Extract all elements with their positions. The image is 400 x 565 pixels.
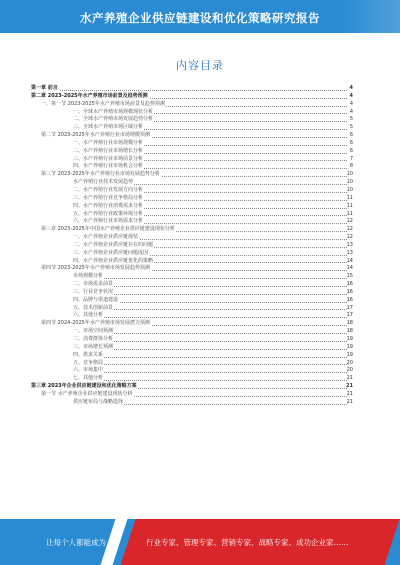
toc-leader: [73, 317, 347, 318]
toc-leader: [73, 309, 347, 310]
toc-entry-label: 三、水产养殖企业供应链问题成因: [73, 249, 149, 256]
toc-entry-page: 15: [346, 273, 353, 280]
toc-entry-label: 供应链布局与战略选择: [73, 398, 124, 405]
toc-entry[interactable]: [31, 289, 353, 297]
table-of-contents: [31, 85, 353, 407]
toc-entry-page: 13: [346, 249, 353, 256]
toc-entry-page: 18: [346, 320, 353, 327]
toc-entry-page: 4: [349, 100, 353, 107]
toc-entry-label: 三、全球水产养殖市场区域分析: [73, 124, 144, 131]
toc-entry-page: 6: [349, 147, 353, 154]
toc-leader: [31, 90, 347, 91]
toc-entry-label: 一、市场空间预测: [73, 328, 114, 335]
toc-leader: [73, 294, 347, 295]
toc-entry-label: 第三章 2023-2025年中国水产养殖企业供应链建设现状分析: [41, 226, 175, 233]
toc-entry-label: 七、其他分析: [73, 375, 104, 382]
toc-entry-page: 21: [346, 383, 353, 390]
toc-entry-label: 五、水产养殖行业政策环境分析: [73, 210, 144, 217]
toc-entry[interactable]: [31, 328, 353, 336]
toc-entry-label: 五、竞争格局: [73, 359, 104, 366]
toc-entry-page: 12: [346, 234, 353, 241]
toc-entry-label: 一、第一节 2023-2025年水产养殖市场前景及趋势预测: [41, 100, 165, 107]
toc-leader: [73, 286, 347, 287]
toc-entry-page: 7: [349, 155, 353, 162]
toc-entry-page: 18: [346, 328, 353, 335]
toc-entry-page: 14: [346, 257, 353, 264]
toc-entry[interactable]: [31, 242, 353, 250]
toc-entry-page: 6: [349, 139, 353, 146]
footer-banner: [0, 519, 400, 565]
toc-leader: [73, 333, 347, 334]
toc-entry[interactable]: [31, 85, 353, 93]
toc-entry-label: 六、市场集中: [73, 367, 104, 374]
toc-entry-label: 四、水产养殖企业供应链优化的策略: [73, 257, 154, 264]
toc-entry-page: 20: [346, 359, 353, 366]
toc-entry-label: 三、行业竞争状况: [73, 288, 114, 295]
toc-entry-page: 13: [346, 241, 353, 248]
toc-entry[interactable]: [31, 344, 353, 352]
toc-entry-label: 四、水产养殖行业市场机会分析: [73, 163, 144, 170]
toc-entry-label: 二、市场需求前景: [73, 281, 114, 288]
toc-entry[interactable]: [31, 148, 353, 156]
toc-entry-label: 第一章 前言: [31, 85, 58, 91]
toc-entry[interactable]: [31, 336, 353, 344]
toc-entry-page: 16: [346, 288, 353, 295]
toc-entry[interactable]: [31, 140, 353, 148]
toc-entry[interactable]: [31, 93, 353, 101]
toc-entry-label: 四、水产养殖行业消费需求分析: [73, 202, 144, 209]
toc-entry[interactable]: [31, 171, 353, 179]
toc-entry-page: 12: [346, 218, 353, 225]
toc-entry[interactable]: [31, 320, 353, 328]
toc-entry-label: 第四节 2023-2025年水产养殖市场发展趋势预测: [41, 265, 150, 272]
toc-leader: [73, 278, 347, 279]
toc-entry-page: 10: [346, 179, 353, 186]
toc-entry[interactable]: [31, 124, 353, 132]
toc-entry[interactable]: [31, 101, 353, 109]
toc-entry-label: 第四节 2024-2025年水产养殖市场发展潜力预测: [41, 320, 150, 327]
toc-entry-page: 4: [349, 85, 353, 91]
toc-entry-page: 21: [346, 390, 353, 397]
toc-entry-label: 四、品牌与渠道建设: [73, 296, 119, 303]
toc-entry-page: 17: [346, 304, 353, 311]
toc-entry-label: 三、水产养殖行业竞争格局分析: [73, 194, 144, 201]
toc-entry[interactable]: [31, 391, 353, 399]
toc-title: 内容目录: [176, 59, 224, 72]
toc-entry-page: 12: [346, 226, 353, 233]
toc-entry-page: 4: [349, 92, 353, 99]
toc-entry-page: 11: [346, 210, 353, 217]
toc-entry[interactable]: [31, 281, 353, 289]
toc-entry-label: 三、市场增长预测: [73, 343, 114, 350]
toc-leader: [73, 364, 347, 365]
toc-entry-page: 16: [346, 281, 353, 288]
toc-leader: [73, 372, 347, 373]
toc-entry-label: 一、水产养殖行业市场规模分析: [73, 139, 144, 146]
toc-entry-label: 第二章 2023-2025年水产养殖市场前景及趋势预测: [31, 92, 148, 99]
toc-entry-page: 5: [349, 116, 353, 123]
toc-entry-label: 二、全球水产养殖市场发展趋势分析: [73, 116, 154, 123]
footer-roles: 行业专家、管理专家、营销专家、战略专家、成功企业家……: [146, 538, 349, 547]
footer-cta: 让每个人都能成为: [46, 538, 106, 547]
toc-entry-page: 11: [346, 194, 353, 201]
toc-entry-page: 21: [346, 398, 353, 405]
toc-entry-label: 二、水产养殖行业发展方向分析: [73, 186, 144, 193]
toc-entry-page: 5: [349, 124, 353, 131]
toc-entry[interactable]: [31, 383, 353, 391]
toc-entry[interactable]: [31, 195, 353, 203]
toc-entry-page: 8: [349, 163, 353, 170]
toc-entry[interactable]: [31, 179, 353, 187]
toc-entry-label: 四、供求关系: [73, 351, 104, 358]
toc-entry[interactable]: [31, 187, 353, 195]
toc-entry[interactable]: [31, 250, 353, 258]
toc-entry[interactable]: [31, 132, 353, 140]
toc-entry-label: 第三章 2023年企业供应链建设和优化策略方案: [31, 383, 137, 390]
toc-entry[interactable]: [31, 234, 353, 242]
toc-entry-label: 二、消费群体分析: [73, 336, 114, 342]
toc-entry-label: 市场规模分析: [73, 273, 104, 280]
toc-entry-label: 六、水产养殖行业市场需求分析: [73, 218, 144, 225]
toc-entry[interactable]: [31, 352, 353, 360]
toc-entry-label: 三、水产养殖行业市场前景分析: [73, 155, 144, 162]
toc-entry-label: 五、技术创新前景: [73, 304, 114, 311]
toc-entry-page: 21: [346, 375, 353, 382]
toc-entry-label: 一、全球水产养殖市场规模现状分析: [73, 108, 154, 115]
toc-entry-page: 19: [346, 343, 353, 350]
toc-leader: [73, 349, 347, 350]
toc-leader: [73, 380, 347, 381]
toc-entry-label: 二、水产养殖企业供应链存在的问题: [73, 241, 154, 248]
toc-entry-page: 11: [346, 202, 353, 209]
report-title: 水产养殖企业供应链建设和优化策略研究报告: [80, 11, 320, 25]
toc-leader: [73, 357, 347, 358]
toc-entry-page: 19: [346, 336, 353, 342]
toc-entry[interactable]: [31, 203, 353, 211]
toc-entry-label: 二、水产养殖行业市场增长分析: [73, 147, 144, 154]
toc-entry[interactable]: [31, 399, 353, 407]
toc-entry-page: 10: [346, 186, 353, 193]
toc-entry[interactable]: [31, 375, 353, 383]
toc-entry[interactable]: [31, 297, 353, 305]
toc-entry-page: 14: [346, 265, 353, 272]
toc-entry-page: 20: [346, 367, 353, 374]
toc-entry-label: 六、其他分析: [73, 312, 104, 319]
toc-entry-page: 6: [349, 132, 353, 139]
toc-entry-label: 第一节 水产养殖企业供应链建设现状分析: [41, 390, 133, 397]
toc-entry-page: 10: [346, 171, 353, 178]
toc-entry-page: 4: [349, 108, 353, 115]
toc-entry-label: 第二节 2023-2025年水产养殖行业市场规模预测: [41, 132, 150, 139]
toc-entry-label: 第三节 2023-2025年水产养殖行业市场发展趋势分析: [41, 171, 160, 178]
toc-entry-page: 17: [346, 312, 353, 319]
toc-entry-label: 一、水产养殖企业供应链现状: [73, 234, 139, 241]
toc-leader: [73, 341, 347, 342]
toc-entry[interactable]: [31, 273, 353, 281]
report-header: [0, 0, 400, 33]
toc-entry[interactable]: [31, 226, 353, 234]
toc-entry-page: 16: [346, 296, 353, 303]
toc-entry[interactable]: [31, 218, 353, 226]
toc-entry-page: 19: [346, 351, 353, 358]
toc-entry-label: 水产养殖行业技术发展趋势: [73, 179, 134, 186]
